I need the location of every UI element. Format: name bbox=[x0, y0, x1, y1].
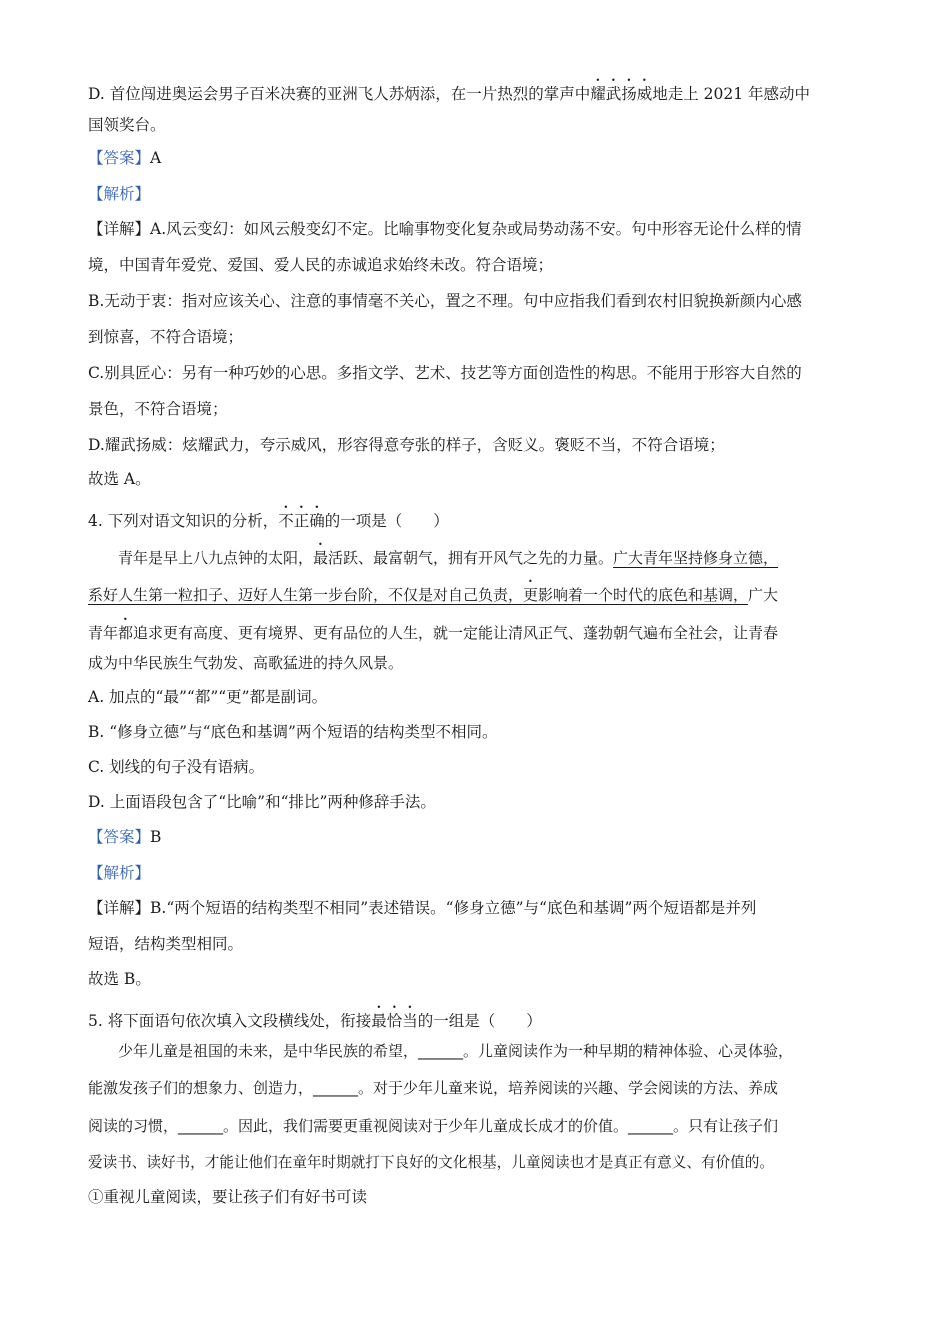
fill-blank: ______ bbox=[313, 1079, 359, 1097]
q5-passage-line-3: 阅读的习惯，______。因此，我们需要更重视阅读对于少年儿童成长成才的价值。______。只有让孩子们 bbox=[88, 1117, 779, 1135]
q5-passage-line-1: 少年儿童是祖国的未来，是中华民族的希望，______。儿童阅读作为一种早期的精神体验、心灵体验， bbox=[118, 1042, 794, 1060]
q5-dotted-phrase: 最恰当 bbox=[371, 1012, 418, 1030]
q3-option-d-line-2: 国领奖台。 bbox=[88, 116, 166, 134]
q5-item-1: ①重视儿童阅读，要让孩子们有好书可读 bbox=[88, 1188, 368, 1206]
q4-analysis-tag: 【解析】 bbox=[88, 864, 151, 882]
answer-tag: 【答案】 bbox=[88, 828, 151, 846]
q4-answer: 【答案】B bbox=[88, 828, 162, 846]
q4-conclusion: 故选 B。 bbox=[88, 970, 151, 988]
q3-detail-line-7: D.耀武扬威：炫耀武力，夸示威风，形容得意夸张的样子，含贬义。褒贬不当，不符合语境； bbox=[88, 436, 725, 454]
q3-analysis-tag: 【解析】 bbox=[88, 185, 151, 203]
answer-tag: 【答案】 bbox=[88, 149, 151, 167]
fill-blank: ______ bbox=[178, 1117, 224, 1135]
q4-passage-line-2: 系好人生第一粒扣子、迈好人生第一步台阶，不仅是对自己负责，更影响着一个时代的底色和基调，广大 bbox=[88, 586, 779, 604]
q4-detail-line-1: 【详解】B.“两个短语的结构类型不相同”表述错误。“修身立德”与“底色和基调”两个短语都是并列 bbox=[88, 899, 757, 917]
q4-stem: 4. 下列对语文知识的分析，不正确的一项是（ ） bbox=[88, 512, 449, 530]
q5-stem: 5. 将下面语句依次填入文段横线处，衔接最恰当的一组是（ ） bbox=[88, 1012, 542, 1030]
q4-option-b: B. “修身立德”与“底色和基调”两个短语的结构类型不相同。 bbox=[88, 723, 498, 741]
q4-detail-line-2: 短语，结构类型相同。 bbox=[88, 935, 244, 953]
q4-option-a: A. 加点的“最”“都”“更”都是副词。 bbox=[88, 688, 328, 706]
q3-detail-line-2: 境，中国青年爱党、爱国、爱人民的赤诚追求始终未改。符合语境； bbox=[88, 256, 554, 274]
q4-passage-line-1: 青年是早上八九点钟的太阳，最活跃、最富朝气，拥有开风气之先的力量。广大青年坚持修身立德， bbox=[118, 549, 779, 567]
q5-passage-line-2: 能激发孩子们的想象力、创造力，______。对于少年儿童来说，培养阅读的兴趣、学会阅读的方法、养成 bbox=[88, 1079, 779, 1097]
fill-blank: ______ bbox=[418, 1042, 464, 1060]
q4-passage-line-3: 青年都追求更有高度、更有境界、更有品位的人生，就一定能让清风正气、蓬勃朝气遍布全社会，让青春 bbox=[88, 624, 779, 642]
q3-conclusion: 故选 A。 bbox=[88, 470, 151, 488]
q3-option-d-line-1: D. 首位闯进奥运会男子百米决赛的亚洲飞人苏炳添，在一片热烈的掌声中耀武扬威地走上 2021 年感动中 bbox=[88, 85, 811, 103]
q5-passage-line-4: 爱读书、读好书，才能让他们在童年时期就打下良好的文化根基，儿童阅读也才是真正有意义、有价值的。 bbox=[88, 1154, 774, 1171]
q3-dotted-phrase: 耀武扬威 bbox=[590, 85, 653, 103]
q4-option-d: D. 上面语段包含了“比喻”和“排比”两种修辞手法。 bbox=[88, 793, 436, 811]
underlined-sentence: 广大青年坚持修身立德， bbox=[613, 549, 779, 567]
q4-passage-line-4: 成为中华民族生气勃发、高歌猛进的持久风景。 bbox=[88, 654, 404, 672]
q3-detail-line-1: 【详解】A.风云变幻：如风云般变幻不定。比喻事物变化复杂或局势动荡不安。句中形容无论什么样的情 bbox=[88, 220, 802, 238]
q3-detail-line-6: 景色，不符合语境； bbox=[88, 400, 228, 418]
q4-option-c: C. 划线的句子没有语病。 bbox=[88, 758, 265, 776]
q4-dotted-phrase: 不正确 bbox=[278, 512, 325, 530]
q3-detail-line-3: B.无动于衷：指对应该关心、注意的事情毫不关心，置之不理。句中应指我们看到农村旧貌换新颜内心感 bbox=[88, 292, 802, 310]
fill-blank: ______ bbox=[628, 1117, 674, 1135]
q3-detail-line-5: C.别具匠心：另有一种巧妙的心思。多指文学、艺术、技艺等方面创造性的构思。不能用于形容大自然的 bbox=[88, 364, 802, 382]
q3-answer: 【答案】A bbox=[88, 149, 162, 167]
q3-detail-line-4: 到惊喜，不符合语境； bbox=[88, 328, 244, 346]
